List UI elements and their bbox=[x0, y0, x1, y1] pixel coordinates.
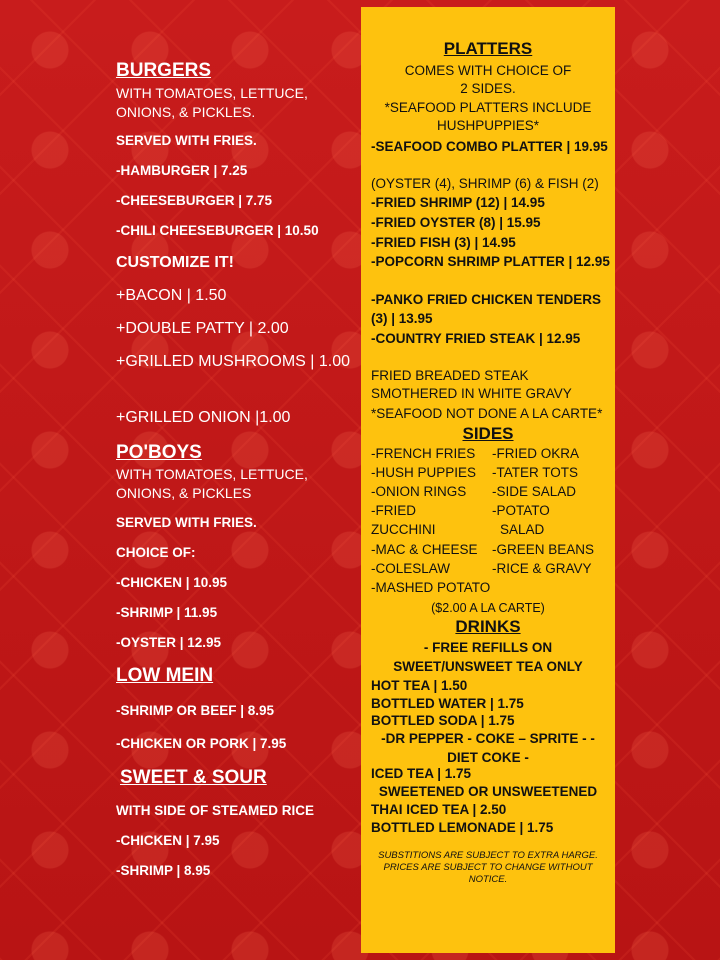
side-item: -COLESLAW bbox=[371, 561, 451, 576]
menu-item: -FRIED SHRIMP (12) | 14.95 bbox=[371, 195, 545, 210]
sides-row bbox=[371, 522, 544, 537]
sides-heading: SIDES bbox=[462, 424, 514, 443]
sides-row bbox=[371, 542, 594, 557]
steak-detail: FRIED BREADED STEAK SMOTHERED IN WHITE GRAVY bbox=[371, 368, 572, 401]
seafood-carte-note: *SEAFOOD NOT DONE A LA CARTE* bbox=[371, 406, 603, 421]
menu-item: -CHICKEN | 7.95 bbox=[116, 833, 220, 848]
menu-item: -SHRIMP | 8.95 bbox=[116, 863, 211, 878]
side-item: -HUSH PUPPIES bbox=[371, 465, 477, 480]
burgers-served-note: SERVED WITH FRIES. bbox=[116, 133, 257, 148]
seafood-include-note: *SEAFOOD PLATTERS INCLUDE HUSHPUPPIES* bbox=[384, 100, 592, 133]
sides-row bbox=[371, 580, 492, 595]
menu-item: -POPCORN SHRIMP PLATTER | 12.95 bbox=[371, 254, 610, 269]
poboys-choice-label: CHOICE OF: bbox=[116, 545, 196, 560]
platters-heading: PLATTERS bbox=[443, 39, 533, 58]
sides-row bbox=[371, 446, 579, 461]
menu-item: -PANKO FRIED CHICKEN TENDERS (3) | 13.95 bbox=[371, 292, 602, 326]
burgers-heading: BURGERS bbox=[116, 60, 212, 81]
burgers-subtitle: WITH TOMATOES, LETTUCE, ONIONS, & PICKLES. bbox=[116, 85, 308, 120]
low-mein-heading: LOW MEIN bbox=[116, 665, 214, 686]
menu-item: -FRIED FISH (3) | 14.95 bbox=[371, 235, 516, 250]
drinks-heading: DRINKS bbox=[455, 617, 521, 636]
soda-options: -DR PEPPER - COKE – SPRITE - - DIET COKE - bbox=[381, 731, 595, 765]
side-item: ZUCCHINI bbox=[371, 522, 436, 537]
side-item: -TATER TOTS bbox=[492, 465, 579, 480]
sweet-sour-heading: SWEET & SOUR bbox=[120, 767, 267, 788]
menu-item: -CHICKEN OR PORK | 7.95 bbox=[116, 736, 287, 751]
side-item: -FRENCH FRIES bbox=[371, 446, 476, 461]
sides-row bbox=[371, 484, 576, 499]
menu-item: BOTTLED LEMONADE | 1.75 bbox=[371, 820, 554, 835]
sides-row bbox=[371, 465, 578, 480]
side-item: -FRIED bbox=[371, 503, 416, 518]
menu-item: HOT TEA | 1.50 bbox=[371, 678, 468, 693]
side-item: -MASHED POTATO bbox=[371, 580, 491, 595]
customize-heading: CUSTOMIZE IT! bbox=[116, 254, 234, 271]
combo-detail: (OYSTER (4), SHRIMP (6) & FISH (2) bbox=[371, 176, 599, 191]
side-item: -MAC & CHEESE bbox=[371, 542, 478, 557]
poboys-heading: PO'BOYS bbox=[116, 442, 202, 463]
addon-item: +GRILLED MUSHROOMS | 1.00 bbox=[116, 353, 350, 370]
menu-item: -CHEESEBURGER | 7.75 bbox=[116, 193, 273, 208]
menu-item: BOTTLED SODA | 1.75 bbox=[371, 713, 515, 728]
platters-panel bbox=[361, 7, 615, 953]
footer-disclaimer: SUBSTITIONS ARE SUBJECT TO EXTRA HARGE. PRICES ARE SUBJECT TO CHANGE WITHOUT NOTICE. bbox=[378, 850, 598, 885]
poboys-served-note: SERVED WITH FRIES. bbox=[116, 515, 257, 530]
side-item: -SIDE SALAD bbox=[492, 484, 577, 499]
menu-item: -SHRIMP OR BEEF | 8.95 bbox=[116, 703, 275, 718]
menu-item: ICED TEA | 1.75 bbox=[371, 766, 472, 781]
sides-row bbox=[371, 503, 550, 518]
poboys-subtitle: WITH TOMATOES, LETTUCE, ONIONS, & PICKLES bbox=[116, 466, 308, 501]
menu-item: -FRIED OYSTER (8) | 15.95 bbox=[371, 215, 541, 230]
sides-price-note: ($2.00 A LA CARTE) bbox=[431, 601, 545, 615]
sides-row bbox=[371, 561, 592, 576]
menu-item: -COUNTRY FRIED STEAK | 12.95 bbox=[371, 331, 581, 346]
side-item: -ONION RINGS bbox=[371, 484, 467, 499]
addon-item: +DOUBLE PATTY | 2.00 bbox=[116, 320, 289, 337]
menu-item: -OYSTER | 12.95 bbox=[116, 635, 222, 650]
menu-item: -HAMBURGER | 7.25 bbox=[116, 163, 248, 178]
menu-item: THAI ICED TEA | 2.50 bbox=[371, 802, 507, 817]
addon-item: +GRILLED ONION |1.00 bbox=[116, 409, 291, 426]
menu-item: BOTTLED WATER | 1.75 bbox=[371, 696, 524, 711]
side-item: -RICE & GRAVY bbox=[492, 561, 592, 576]
menu-item: -SEAFOOD COMBO PLATTER | 19.95 bbox=[371, 139, 608, 154]
side-item: SALAD bbox=[500, 522, 545, 537]
addon-item: +BACON | 1.50 bbox=[116, 287, 227, 304]
sweet-sour-subtitle: WITH SIDE OF STEAMED RICE bbox=[116, 803, 315, 818]
side-item: -FRIED OKRA bbox=[492, 446, 580, 461]
side-item: -GREEN BEANS bbox=[492, 542, 595, 557]
menu-item: -CHILI CHEESEBURGER | 10.50 bbox=[116, 223, 319, 238]
menu-item: -SHRIMP | 11.95 bbox=[116, 605, 218, 620]
side-item: -POTATO bbox=[492, 503, 550, 518]
refills-note: - FREE REFILLS ON SWEET/UNSWEET TEA ONLY bbox=[393, 640, 583, 674]
menu-item: -CHICKEN | 10.95 bbox=[116, 575, 228, 590]
iced-tea-options: SWEETENED OR UNSWEETENED bbox=[378, 784, 598, 799]
platters-sides-note: COMES WITH CHOICE OF 2 SIDES. bbox=[404, 63, 572, 96]
